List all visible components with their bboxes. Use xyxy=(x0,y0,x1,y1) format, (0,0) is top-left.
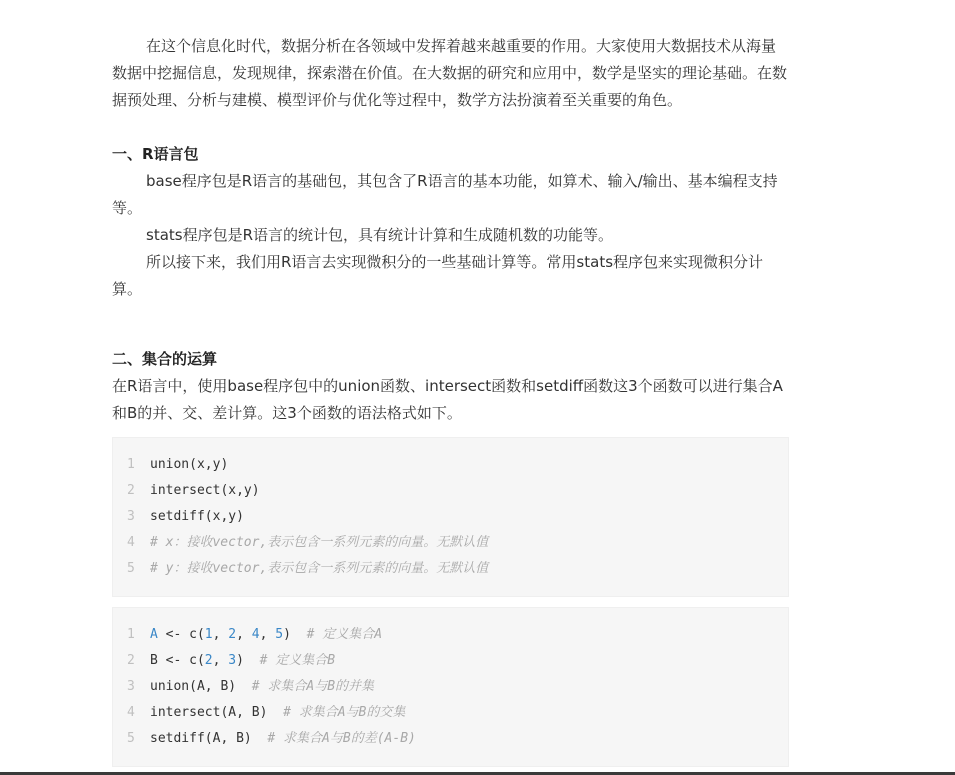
code-comment: # 求集合A与B的并集 xyxy=(251,679,375,694)
code-line xyxy=(113,478,788,504)
code-token: setdiff(A, B) xyxy=(150,731,268,746)
paragraph-next-steps: 所以接下来，我们用R语言去实现微积分的一些基础计算等。常用stats程序包来实现微积分计算。 xyxy=(112,253,764,298)
code-line xyxy=(113,504,788,530)
code-number: 2 xyxy=(204,653,213,668)
line-number: 4 xyxy=(127,535,135,550)
code-block-syntax[interactable] xyxy=(112,437,789,597)
code-comment: # 定义集合B xyxy=(259,653,336,668)
code-token: union(A, B) xyxy=(150,679,252,694)
code-line xyxy=(113,530,788,556)
code-number: 4 xyxy=(251,627,260,642)
line-number: 3 xyxy=(127,509,135,524)
code-token: , xyxy=(259,627,276,642)
line-number: 5 xyxy=(127,731,135,746)
code-number: 1 xyxy=(204,627,213,642)
code-number: 2 xyxy=(228,627,237,642)
code-line xyxy=(113,452,788,478)
code-comment: # x：接收vector,表示包含一系列元素的向量。无默认值 xyxy=(150,535,489,550)
code-text xyxy=(150,726,416,752)
code-token: <- c( xyxy=(157,627,205,642)
line-number: 3 xyxy=(127,679,135,694)
line-number: 2 xyxy=(127,483,135,498)
code-token: , xyxy=(212,653,229,668)
code-text xyxy=(150,700,405,726)
code-token: , xyxy=(212,627,229,642)
code-line xyxy=(113,648,788,674)
code-comment: # y：接收vector,表示包含一系列元素的向量。无默认值 xyxy=(150,561,489,576)
code-text xyxy=(150,674,374,700)
code-var: A xyxy=(150,627,158,642)
line-number: 2 xyxy=(127,653,135,668)
code-block-example[interactable] xyxy=(112,607,789,767)
code-text xyxy=(150,622,382,648)
code-number: 5 xyxy=(275,627,284,642)
code-token: ) xyxy=(283,627,307,642)
line-number: 5 xyxy=(127,561,135,576)
code-text: intersect(x,y) xyxy=(150,483,260,498)
code-line xyxy=(113,726,788,752)
code-line xyxy=(113,674,788,700)
code-line xyxy=(113,556,788,582)
paragraph-set-functions: 在R语言中，使用base程序包中的union函数、intersect函数和setdiff函数这3个函数可以进行集合A和B的并、交、差计算。这3个函数的语法格式如下。 xyxy=(112,377,783,422)
code-line xyxy=(113,622,788,648)
code-comment: # 定义集合A xyxy=(306,627,383,642)
line-number: 4 xyxy=(127,705,135,720)
intro-paragraph: 在这个信息化时代，数据分析在各领域中发挥着越来越重要的作用。大家使用大数据技术从海量数据中挖掘信息，发现规律，探索潜在价值。在大数据的研究和应用中，数学是坚实的理论基础。在数据预处理、分析与建模、模型评价与优化等过程中，数学方法扮演着至关重要的角色。 xyxy=(112,37,788,109)
line-number: 1 xyxy=(127,627,135,642)
section-heading-set-operations: 二、集合的运算 xyxy=(112,350,218,368)
line-number: 1 xyxy=(127,457,135,472)
code-number: 3 xyxy=(228,653,237,668)
code-comment: # 求集合A与B的交集 xyxy=(283,705,406,720)
section-heading-r-packages: 一、R语言包 xyxy=(112,145,199,163)
code-token: , xyxy=(236,627,252,642)
code-text xyxy=(150,648,335,674)
code-line xyxy=(113,700,788,726)
code-comment: # 求集合A与B的差(A-B) xyxy=(267,731,416,746)
paragraph-base-package: base程序包是R语言的基础包，其包含了R语言的基本功能，如算术、输入/输出、基本编程支持等。 xyxy=(112,172,778,217)
code-token: intersect(A, B) xyxy=(150,705,284,720)
code-token: B <- c( xyxy=(150,653,205,668)
paragraph-stats-package: stats程序包是R语言的统计包，具有统计计算和生成随机数的功能等。 xyxy=(146,226,614,244)
code-text: setdiff(x,y) xyxy=(150,509,244,524)
code-token: ) xyxy=(236,653,260,668)
code-text: union(x,y) xyxy=(150,457,229,472)
